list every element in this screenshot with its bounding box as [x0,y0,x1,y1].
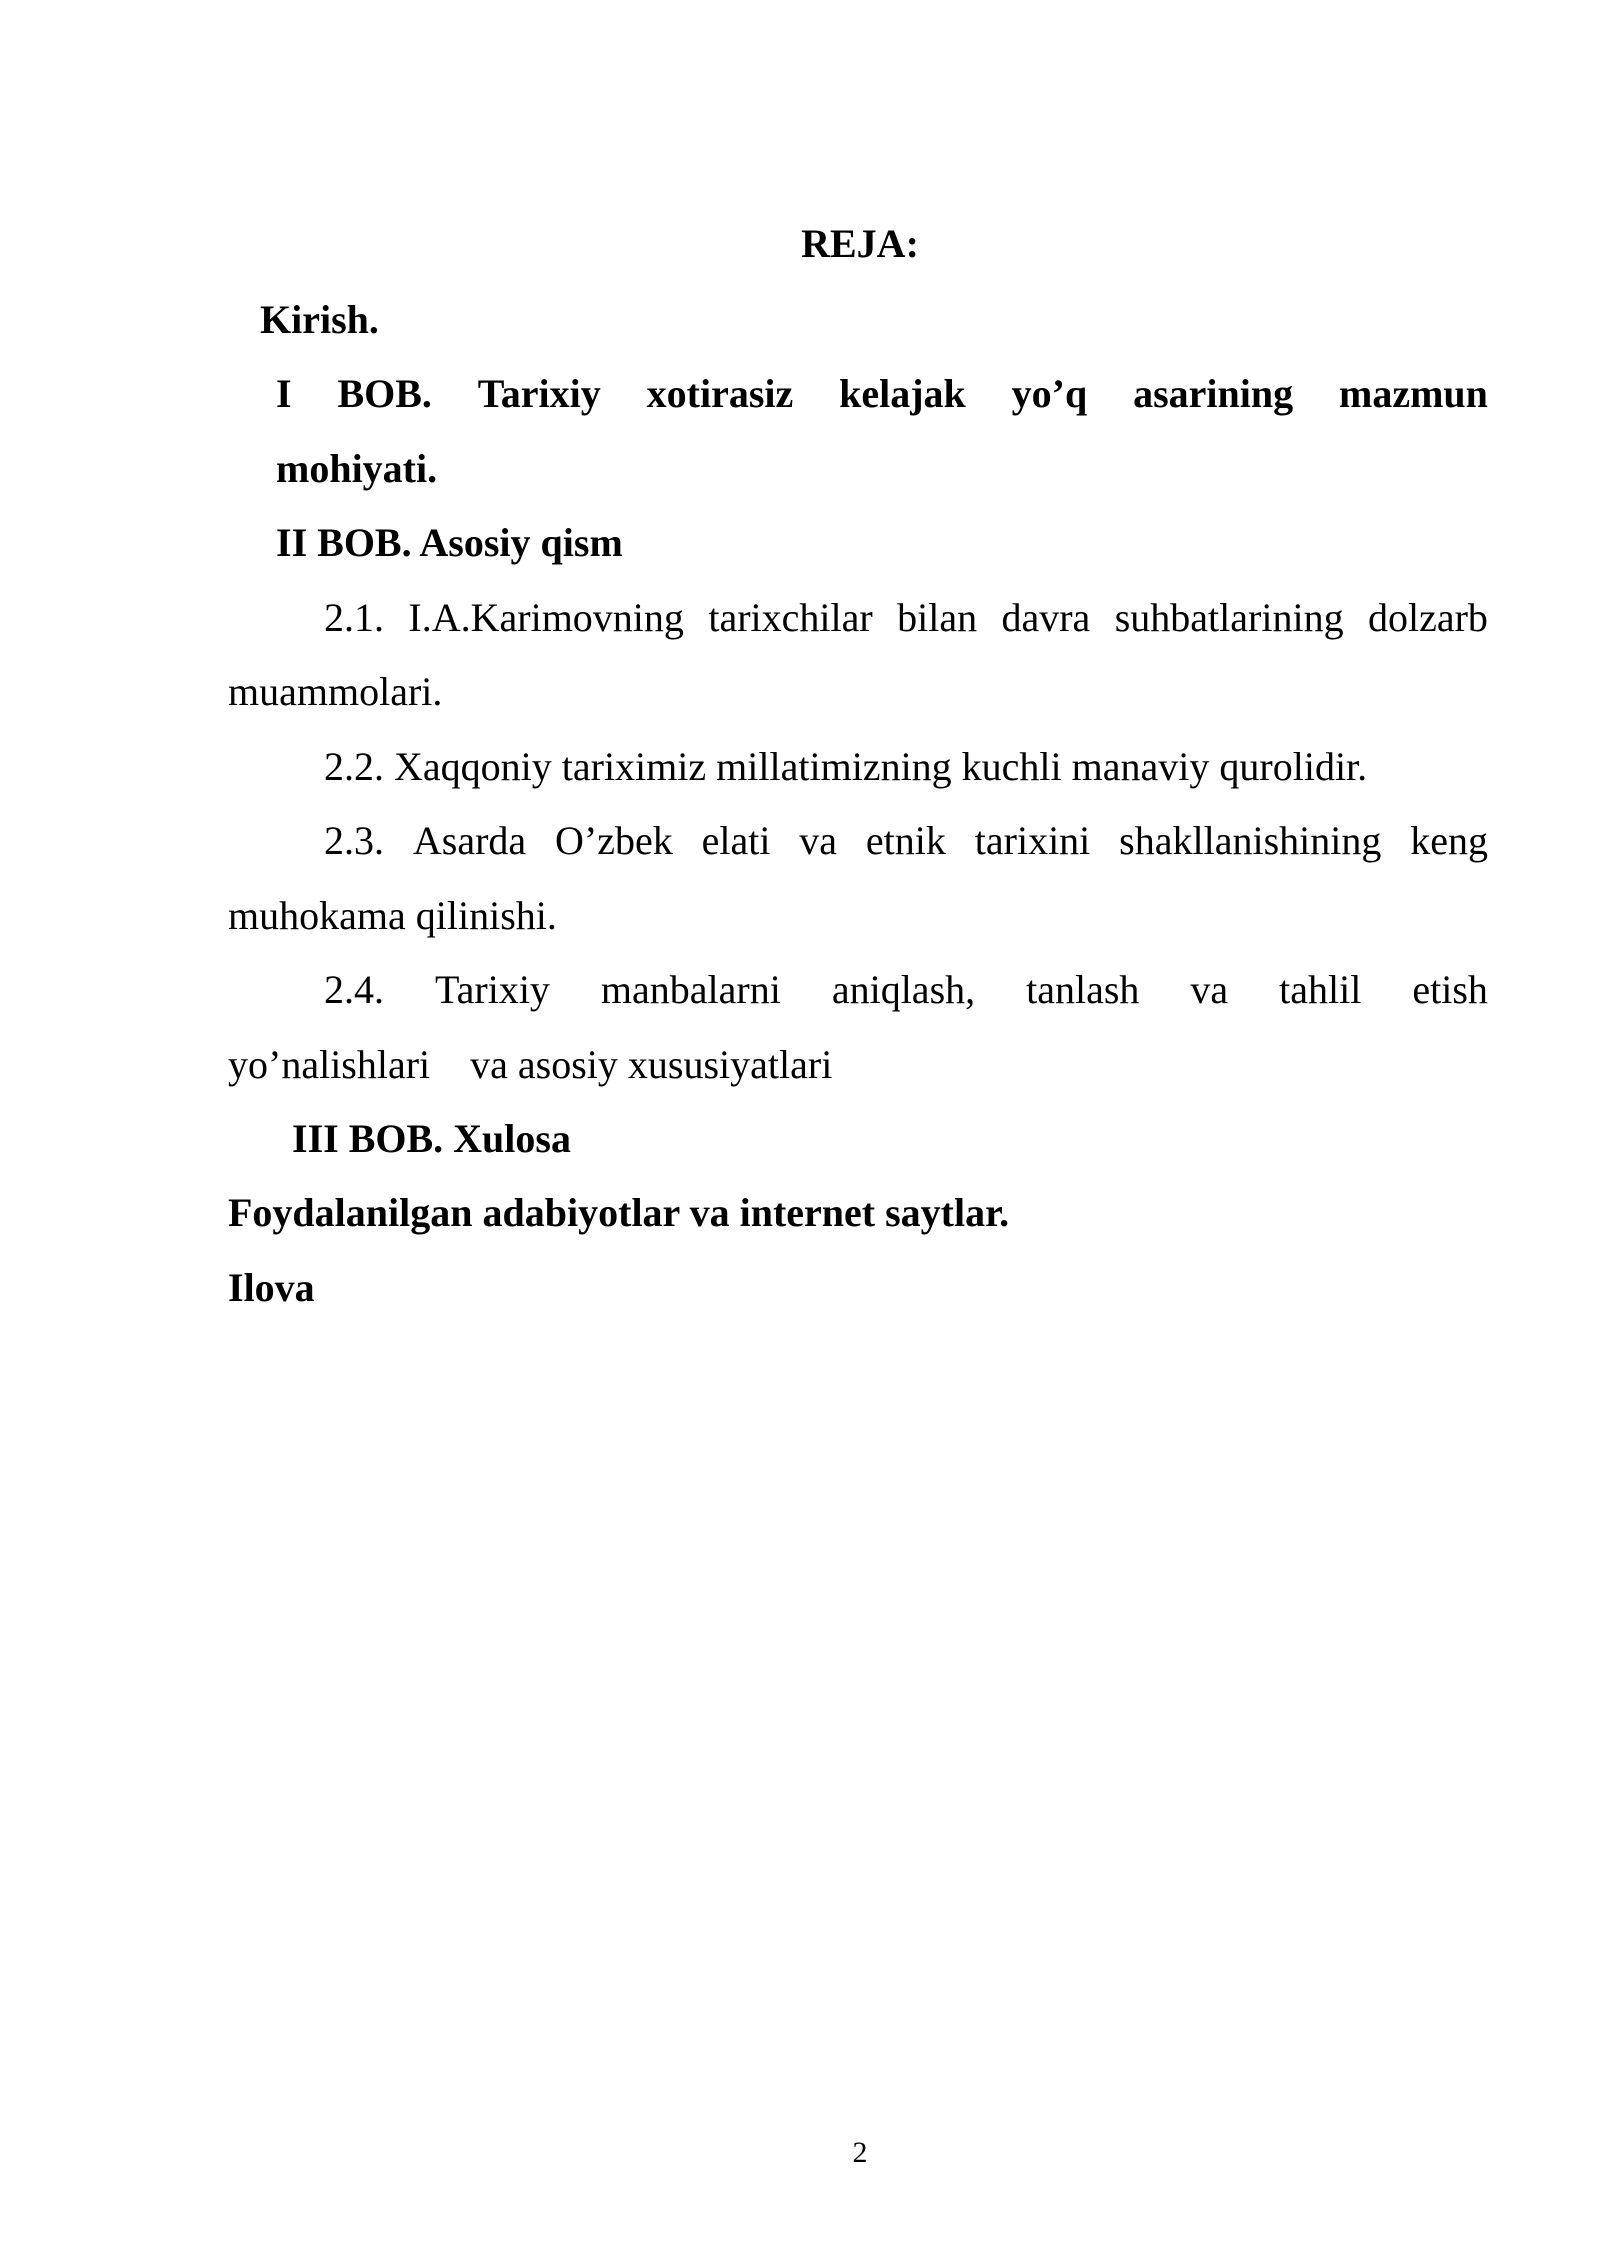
toc-word: xotirasiz [646,371,794,416]
toc-section-2-1-continuation: muammolari. [228,669,443,714]
toc-word: tahlil [1279,967,1362,1012]
toc-word: manbalarni [600,967,781,1012]
toc-section-2-3 [324,817,1488,865]
toc-word: BOB. [337,371,432,416]
toc-word: 2.1. [324,595,384,640]
toc-section-2-3-continuation: muhokama qilinishi. [228,893,557,938]
toc-word: etish [1412,967,1488,1012]
toc-word: elati [701,818,771,863]
toc-word: va [799,818,838,863]
toc-word: dolzarb [1367,595,1488,640]
toc-word: I.A.Karimovning [408,595,684,640]
toc-section-2-1 [324,594,1488,642]
toc-word: davra [1001,595,1091,640]
toc-word: shakllanishining [1119,818,1382,863]
toc-section-2-4-continuation: yo’nalishlari va asosiy xususiyatlari [228,1042,833,1087]
toc-word: 2.4. [324,967,384,1012]
toc-appendix: Ilova [228,1265,315,1310]
toc-word: aniqlash, [831,967,976,1012]
toc-word: tanlash [1026,967,1140,1012]
toc-word: 2.3. [324,818,384,863]
toc-word: Tarixiy [434,967,550,1012]
toc-word: yo’q [1011,371,1088,416]
toc-word: keng [1410,818,1488,863]
toc-chapter-3: III BOB. Xulosa [292,1116,571,1161]
toc-word: bilan [897,595,978,640]
toc-word: etnik [865,818,946,863]
toc-word: O’zbek [555,818,673,863]
toc-chapter-2: II BOB. Asosiy qism [276,520,623,565]
toc-chapter-1-continuation: mohiyati. [276,446,438,491]
toc-word: I [276,371,292,416]
toc-word: asarining [1133,371,1294,416]
toc-word: va [1190,967,1229,1012]
toc-section-2-4 [324,966,1488,1014]
toc-word: kelajak [839,371,966,416]
toc-section-2-2: 2.2. Xaqqoniy tariximiz millatimizning kuchli manaviy qurolidir. [324,744,1368,789]
toc-word: tarixchilar [708,595,873,640]
toc-word: Asarda [412,818,527,863]
toc-word: tarixini [974,818,1091,863]
toc-chapter-1 [276,370,1488,418]
toc-word: suhbatlarining [1114,595,1344,640]
toc-word: Tarixiy [477,371,601,416]
toc-word: mazmun [1339,371,1488,416]
toc-introduction: Kirish. [260,297,379,342]
toc-references: Foydalanilgan adabiyotlar va internet saytlar. [228,1190,1010,1235]
page-title: REJA: [801,221,919,266]
page-number: 2 [852,2136,868,2169]
